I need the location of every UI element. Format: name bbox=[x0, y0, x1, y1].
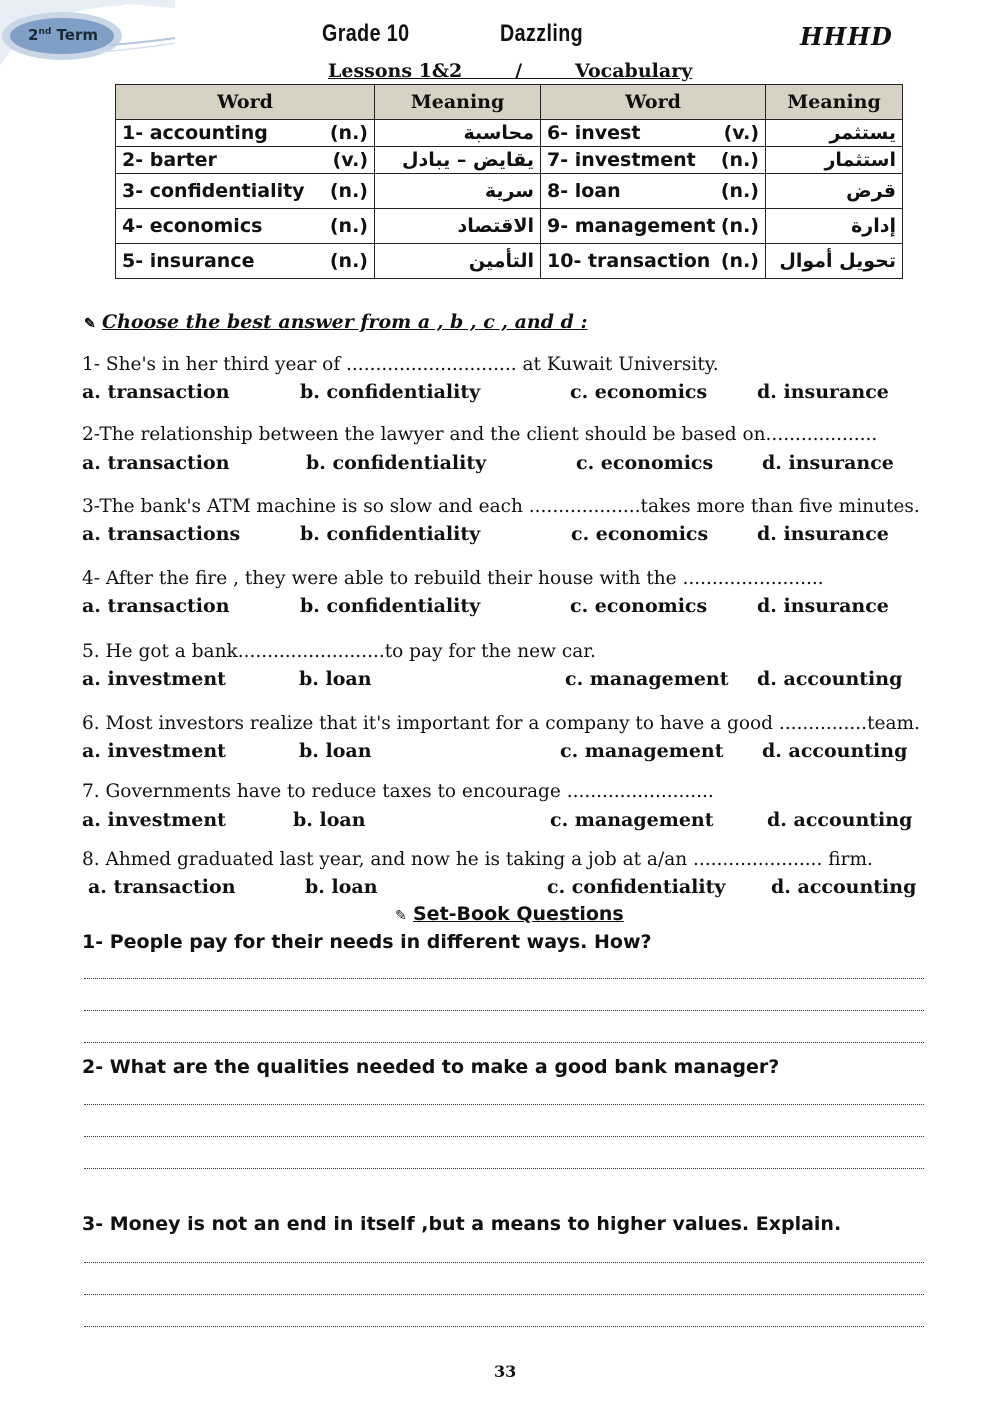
answer-line[interactable] bbox=[84, 1010, 924, 1011]
option-a: a. transactions bbox=[82, 523, 241, 545]
question-text: 6. Most investors realize that it's important for a company to have a good ...............team. bbox=[82, 713, 920, 734]
setbook-question: 1- People pay for their needs in different ways. How? bbox=[82, 931, 652, 953]
grade-heading: Grade 10 bbox=[322, 20, 410, 47]
answer-line[interactable] bbox=[84, 1168, 924, 1169]
option-c: c. economics bbox=[576, 452, 714, 474]
answer-line[interactable] bbox=[84, 1326, 924, 1327]
vocabulary-table bbox=[115, 84, 903, 279]
header-meaning: Meaning bbox=[375, 85, 541, 120]
vocab-word: 1- accounting bbox=[122, 122, 268, 144]
vocab-word: 7- investment bbox=[547, 149, 696, 171]
table-row bbox=[116, 244, 903, 279]
part-of-speech: (n.) bbox=[720, 250, 759, 272]
option-c: c. management bbox=[550, 809, 714, 831]
vocab-word: 3- confidentiality bbox=[122, 180, 305, 202]
table-row bbox=[116, 174, 903, 209]
author-signature: HHHD bbox=[800, 22, 893, 51]
answer-line[interactable] bbox=[84, 1262, 924, 1263]
option-d: d. insurance bbox=[757, 523, 889, 545]
header-meaning: Meaning bbox=[766, 85, 903, 120]
table-header-row bbox=[116, 85, 903, 120]
table-row bbox=[116, 120, 903, 147]
option-b: b. loan bbox=[293, 809, 366, 831]
answer-line[interactable] bbox=[84, 1294, 924, 1295]
header-word: Word bbox=[116, 85, 375, 120]
option-d: d. accounting bbox=[767, 809, 913, 831]
lessons-subtitle: Lessons 1&2 / Vocabulary bbox=[328, 60, 693, 82]
vocab-meaning: التأمين bbox=[375, 244, 541, 279]
question-text: 2-The relationship between the lawyer and the client should be based on................... bbox=[82, 424, 878, 445]
option-c: c. confidentiality bbox=[547, 876, 726, 898]
option-a: a. transaction bbox=[82, 595, 230, 617]
option-d: d. insurance bbox=[757, 595, 889, 617]
header-word: Word bbox=[541, 85, 766, 120]
setbook-question: 3- Money is not an end in itself ,but a means to higher values. Explain. bbox=[82, 1213, 842, 1235]
vocab-meaning: استثمار bbox=[766, 147, 903, 174]
option-a: a. transaction bbox=[88, 876, 236, 898]
part-of-speech: (n.) bbox=[329, 215, 368, 237]
option-d: d. accounting bbox=[762, 740, 908, 762]
part-of-speech: (v.) bbox=[723, 122, 759, 144]
part-of-speech: (n.) bbox=[720, 149, 759, 171]
option-a: a. investment bbox=[82, 740, 226, 762]
pencil-icon: ✎ bbox=[84, 316, 96, 332]
option-b: b. loan bbox=[299, 740, 372, 762]
option-c: c. economics bbox=[570, 381, 708, 403]
vocab-meaning: يستثمر bbox=[766, 120, 903, 147]
answer-line[interactable] bbox=[84, 978, 924, 979]
vocab-meaning: الاقتصاد bbox=[375, 209, 541, 244]
part-of-speech: (n.) bbox=[720, 215, 759, 237]
question-text: 7. Governments have to reduce taxes to encourage ......................... bbox=[82, 781, 714, 802]
question-text: 4- After the fire , they were able to rebuild their house with the ........................ bbox=[82, 568, 824, 589]
setbook-question: 2- What are the qualities needed to make a good bank manager? bbox=[82, 1056, 780, 1078]
book-title: Dazzling bbox=[500, 20, 584, 47]
vocab-word: 10- transaction bbox=[547, 250, 711, 272]
option-c: c. management bbox=[565, 668, 729, 690]
question-text: 8. Ahmed graduated last year, and now he is taking a job at a/an ...................... firm. bbox=[82, 849, 873, 870]
part-of-speech: (v.) bbox=[332, 149, 368, 171]
page-number: 33 bbox=[494, 1362, 517, 1381]
part-of-speech: (n.) bbox=[329, 250, 368, 272]
table-row bbox=[116, 209, 903, 244]
question-text: 5. He got a bank.........................to pay for the new car. bbox=[82, 641, 596, 662]
answer-line[interactable] bbox=[84, 1104, 924, 1105]
vocab-word: 9- management bbox=[547, 215, 716, 237]
option-d: d. accounting bbox=[771, 876, 917, 898]
option-b: b. confidentiality bbox=[300, 381, 481, 403]
part-of-speech: (n.) bbox=[329, 180, 368, 202]
option-b: b. loan bbox=[305, 876, 378, 898]
option-a: a. transaction bbox=[82, 452, 230, 474]
mcq-section-title: ✎ Choose the best answer from a , b , c , and d : bbox=[84, 311, 588, 333]
option-d: d. accounting bbox=[757, 668, 903, 690]
option-b: b. confidentiality bbox=[300, 523, 481, 545]
part-of-speech: (n.) bbox=[720, 180, 759, 202]
pencil-icon: ✎ bbox=[395, 908, 407, 924]
option-a: a. investment bbox=[82, 809, 226, 831]
question-text: 3-The bank's ATM machine is so slow and each ...................takes more than five minutes. bbox=[82, 496, 920, 517]
option-b: b. loan bbox=[299, 668, 372, 690]
option-c: c. economics bbox=[570, 595, 708, 617]
option-b: b. confidentiality bbox=[300, 595, 481, 617]
option-c: c. economics bbox=[571, 523, 709, 545]
vocab-word: 2- barter bbox=[122, 149, 217, 171]
vocab-meaning: سرية bbox=[375, 174, 541, 209]
vocab-meaning: محاسبة bbox=[375, 120, 541, 147]
term-label: 2nd Term bbox=[28, 26, 98, 44]
answer-line[interactable] bbox=[84, 1042, 924, 1043]
question-text: 1- She's in her third year of ............................. at Kuwait University. bbox=[82, 354, 719, 375]
vocab-meaning: تحويل أموال bbox=[766, 244, 903, 279]
option-c: c. management bbox=[560, 740, 724, 762]
vocab-meaning: إدارة bbox=[766, 209, 903, 244]
vocab-word: 5- insurance bbox=[122, 250, 255, 272]
option-a: a. transaction bbox=[82, 381, 230, 403]
vocab-word: 8- loan bbox=[547, 180, 621, 202]
answer-line[interactable] bbox=[84, 1136, 924, 1137]
option-d: d. insurance bbox=[762, 452, 894, 474]
part-of-speech: (n.) bbox=[329, 122, 368, 144]
option-d: d. insurance bbox=[757, 381, 889, 403]
setbook-section-title: ✎ Set-Book Questions bbox=[395, 903, 624, 925]
vocab-meaning: قرض bbox=[766, 174, 903, 209]
option-a: a. investment bbox=[82, 668, 226, 690]
option-b: b. confidentiality bbox=[306, 452, 487, 474]
vocab-word: 6- invest bbox=[547, 122, 641, 144]
table-row bbox=[116, 147, 903, 174]
vocab-word: 4- economics bbox=[122, 215, 263, 237]
vocab-meaning: يقايض – يبادل bbox=[375, 147, 541, 174]
